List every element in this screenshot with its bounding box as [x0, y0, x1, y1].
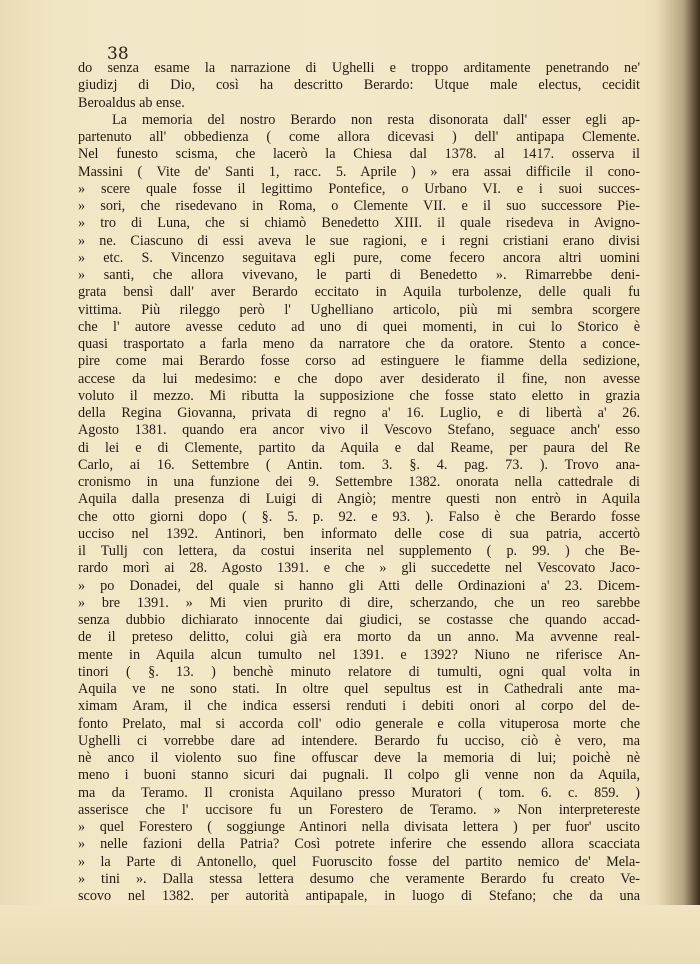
text-line: Beroaldus ab ense. — [78, 94, 185, 111]
page-number: 38 — [107, 44, 129, 64]
text-line: Massini ( Vite de' Santi 1, racc. 5. Aprile ) » era assai difficile il cono- — [78, 163, 640, 180]
text-line: Ughelli ci vorrebbe dare ad intendere. Berardo fu ucciso, ciò è vero, ma — [78, 732, 640, 749]
text-line: nè anco il violento suo fine offuscar deve la memoria di lui; poichè nè — [78, 750, 640, 766]
text-line: asserisce che l' uccisore fu un Forestero de Teramo. » Non interpretereste — [78, 801, 640, 818]
page-edge-shadow — [658, 0, 700, 964]
text-line: pire come mai Berardo fosse corso ad estinguere le fiamme della sedizione, — [78, 353, 640, 370]
text-line: » santi, che allora vivevano, le parti di Benedetto ». Rimarrebbe deni- — [78, 267, 640, 283]
text-line: » po Donadei, del quale si hanno gli Atti delle Ordinazioni a' 23. Dicem- — [78, 577, 640, 594]
text-line: Aquila dalla presenza di Luigi di Angiò; mentre questi non entrò in Aquila — [78, 491, 640, 508]
text-line: tinori ( §. 13. ) benchè minuto relatore di tumulti, ogni qual volta in — [78, 663, 640, 680]
text-line: » la Parte di Antonello, quel Fuoruscito fosse del partito nemico de' Mela- — [78, 853, 640, 870]
text-line: de il preteso delitto, colui già era morto da un anno. Ma avvenne real- — [78, 629, 640, 646]
text-line: scovo nel 1382. per autorità antipapale, in luogo di Stefano; che da una — [78, 888, 640, 904]
text-line: della Regina Giovanna, privata di regno a' 16. Luglio, e di libertà a' 26. — [78, 405, 640, 421]
text-line: meno i buoni stanno sicuri dai pugnali. Il colpo gli venne non da Aquila, — [78, 767, 640, 784]
text-line: » ne. Ciascuno di essi aveva le sue ragioni, e i regni cristiani erano divisi — [78, 232, 640, 249]
text-line: mente in Aquila alcun tumulto nel 1391. e 1392? Niuno ne riferisce An- — [78, 646, 640, 663]
text-line: senza dubbio dichiarato innocente dai giudici, se costasse che quando accad- — [78, 612, 640, 628]
text-line: » tro di Luna, che si chiamò Benedetto XIII. il quale risedeva in Avigno- — [78, 215, 640, 232]
text-line: » scere quale fosse il legittimo Pontefice, o Urbano VI. e i suoi succes- — [78, 180, 640, 197]
text-line: » tini ». Dalla stessa lettera desumo che veramente Berardo fu creato Ve- — [78, 870, 640, 887]
text-line: » nelle fazioni della Patria? Così potrete inferire che essendo allora scacciata — [78, 836, 640, 853]
text-line: rardo morì ai 28. Agosto 1391. e che » gli succedette nel Vescovato Jaco- — [78, 560, 640, 577]
text-line: La memoria del nostro Berardo non resta disonorata dall' esser egli ap- — [112, 111, 640, 128]
text-line: voluto il mezzo. Mi ributta la supposizione che fosse stato eletto in grazia — [78, 387, 640, 404]
text-line: ximam Aram, il che indica essersi renduti i debiti onori al corpo del de- — [78, 698, 640, 715]
text-line: che otto giorni dopo ( §. 5. p. 92. e 93. ). Falso è che Berardo fosse — [78, 508, 640, 525]
text-line: Aquila ve ne sono stati. In oltre quel sepultus est in Cathedrali ante ma- — [78, 681, 640, 697]
text-line: » bre 1391. » Mi vien prurito di dire, scherzando, che un reo sarebbe — [78, 594, 640, 611]
text-line: cronismo in una funzione dei 9. Settembre 1382. onorata nella cattedrale di — [78, 474, 640, 490]
text-line: » etc. S. Vincenzo seguitava egli pure, come fecero ancora altri uomini — [78, 249, 640, 266]
body-text — [78, 60, 640, 905]
text-line: giudizj di Dio, così ha descritto Berardo: Utque male electus, cecidit — [78, 77, 640, 94]
text-line: grata bensì dall' aver Berardo eccitato in Aquila turbolenze, delle quali fu — [78, 284, 640, 301]
text-line: » sori, che risedevano in Roma, o Clemente VII. e il suo successore Pie- — [78, 198, 640, 214]
text-line: il Tullj con lettera, da costui inserita nel supplemento ( p. 99. ) che Be- — [78, 543, 640, 559]
text-line: Carlo, ai 16. Settembre ( Antin. tom. 3. §. 4. pag. 73. ). Trovo ana- — [78, 456, 640, 473]
text-line: Agosto 1381. quando era ancor vivo il Vescovo Stefano, seguace anch' esso — [78, 422, 640, 439]
text-line: accese da lui medesimo: e che dopo aver desiderato il fine, non avesse — [78, 370, 640, 387]
text-line: che l' autore avesse ceduto ad uno di quei momenti, in cui lo Storico è — [78, 318, 640, 335]
page-bottom-margin — [0, 905, 700, 964]
text-line: fonto Prelato, mal si accorda coll' odio generale e colla vituperosa morte che — [78, 715, 640, 732]
text-line: ucciso nel 1392. Antinori, ben informato delle cose di sua patria, accertò — [78, 525, 640, 542]
text-line: Nel funesto scisma, che lacerò la Chiesa dal 1378. al 1417. osserva il — [78, 146, 640, 163]
text-line: di lei e di Clemente, partito da Aquila e dal Reame, per paura del Re — [78, 439, 640, 456]
text-line: quasi trasportato a farla meno da narratore che da oratore. Stento a conce- — [78, 336, 640, 352]
text-line: vittima. Più rileggo però l' Ughelliano articolo, più mi sembra scorgere — [78, 301, 640, 318]
text-line: partenuto all' obbedienza ( come allora dicevasi ) dell' antipapa Clemente. — [78, 129, 640, 145]
text-line: do senza esame la narrazione di Ughelli e troppo arditamente penetrando ne' — [78, 60, 640, 76]
text-line: ma da Teramo. Il cronista Aquilano presso Muratori ( tom. 6. c. 859. ) — [78, 784, 640, 801]
text-line: » quel Forestero ( soggiunge Antinori nella divisata lettera ) per fuor' uscito — [78, 819, 640, 835]
